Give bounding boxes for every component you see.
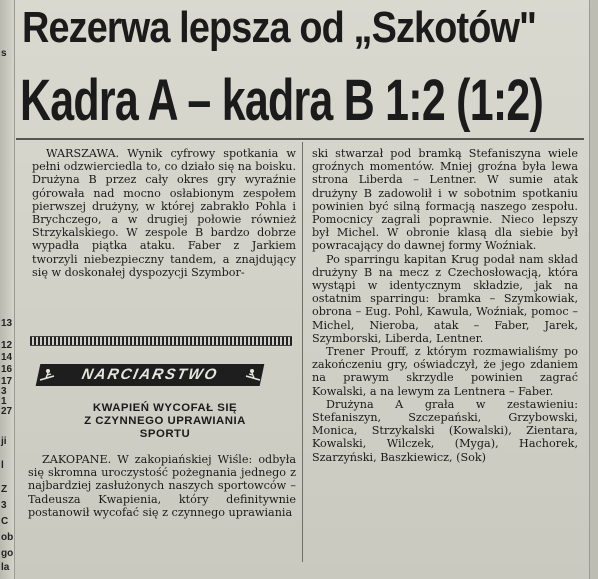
edge-number: la [1,562,10,573]
edge-number: 3 [1,500,7,511]
edge-number: 3 [1,386,7,397]
edge-number: C [1,516,9,527]
edge-number: s [1,48,7,59]
section-article [28,453,296,519]
edge-number: ji [1,436,7,447]
subtitle-line: SPORTU [139,428,191,440]
left-column-edge [0,0,15,579]
right-page-edge [589,0,598,579]
edge-number: 27 [1,406,13,417]
headline-title: Rezerwa lepsza od „Szkotów" [22,3,537,52]
edge-number: Z [1,484,8,495]
edge-number: 17 [1,376,13,387]
edge-number: 13 [1,318,13,329]
edge-number: 16 [1,364,13,375]
edge-number: go [1,548,14,559]
article-column-2 [312,147,578,464]
dotted-divider [30,336,292,346]
article-paragraph: ZAKOPANE. W zakopiańskiej Wiśle: odbyła się skromna uroczystość pożegnania jednego z najbardziej zasłużonych naszych sportowców – Tadeusza Kwapienia, który definitywnie postanowił wycofać się z czynnego uprawiania [28,453,296,519]
article-paragraph: Trener Prouff, z którym rozmawialiśmy po zakończeniu gry, oświadczył, że jego zdaniem na prawym skrzydle powinien zagrać Kowalski, a na lewym za Lentnera – Faber. [312,345,578,398]
article-paragraph: WARSZAWA. Wynik cyfrowy spotkania w pełni odzwierciedla to, co działo się na boisku. Drużyna B przez cały okres gry wyraźnie górowała nad mocno osłabionym zespołem pierwszej drużyny, w której zabrakło Pohla i Brychczego, a w drugiej połowie również Strzykalskiego. W zespole B bardzo dobrze wypadła piątka ataku. Faber z Jarkiem tworzyli niebezpieczny tandem, a znajdujący się w doskonałej dyspozycji Szymbor- [32,147,296,279]
edge-number: ob [1,532,14,543]
column-separator [302,142,303,562]
edge-number: l [1,460,4,471]
edge-number: 14 [1,352,13,363]
edge-number: 12 [1,340,13,351]
edge-number: 1 [1,396,7,407]
headline-rule [16,138,584,140]
article-paragraph: Drużyna A grała w zestawieniu: Stefaniszyn, Szczepański, Grzybowski, Monica, Strzykalski (Kowalski), Zientara, Kowalski, Wilczek, (Myga), Hachorek, Szarzyński, Baszkiewicz, (Sok) [312,397,578,464]
headline-score: Kadra A – kadra B 1:2 (1:2) [20,68,544,133]
article-paragraph: ski stwarzał pod bramką Stefaniszyna wiele groźnych momentów. Mniej groźna była lewa strona Liberda – Lentner. W sumie atak drużyny B zadowolił i w sobotnim spotkaniu powinien być silną formacją naszego zespołu. Pomocnicy zagrali poprawnie. Nieco lepszy był Michel. W obronie klasą dla siebie był powracający do dawnej formy Woźniak. [312,147,578,253]
subtitle-line: Z CZYNNEGO UPRAWIANIA [84,415,246,427]
section-subtitle [40,402,290,441]
article-column-1 [32,147,296,279]
skier-icon [38,368,56,382]
section-banner: NARCIARSTWO [36,364,265,386]
subtitle-line: KWAPIEŃ WYCOFAŁ SIĘ [92,402,238,414]
article-paragraph: Po sparringu kapitan Krug podał nam skład drużyny B na mecz z Czechosłowacją, która wystąpi w identycznym składzie, jak na ostatnim sparringu: bramka – Szymkowiak, obrona – Eug. Pohl, Kawula, Woźniak, pomoc – Michel, Nieroba, atak – Faber, Jarek, Szymborski, Liberda, Lentner. [312,252,578,345]
skier-icon [244,368,262,382]
